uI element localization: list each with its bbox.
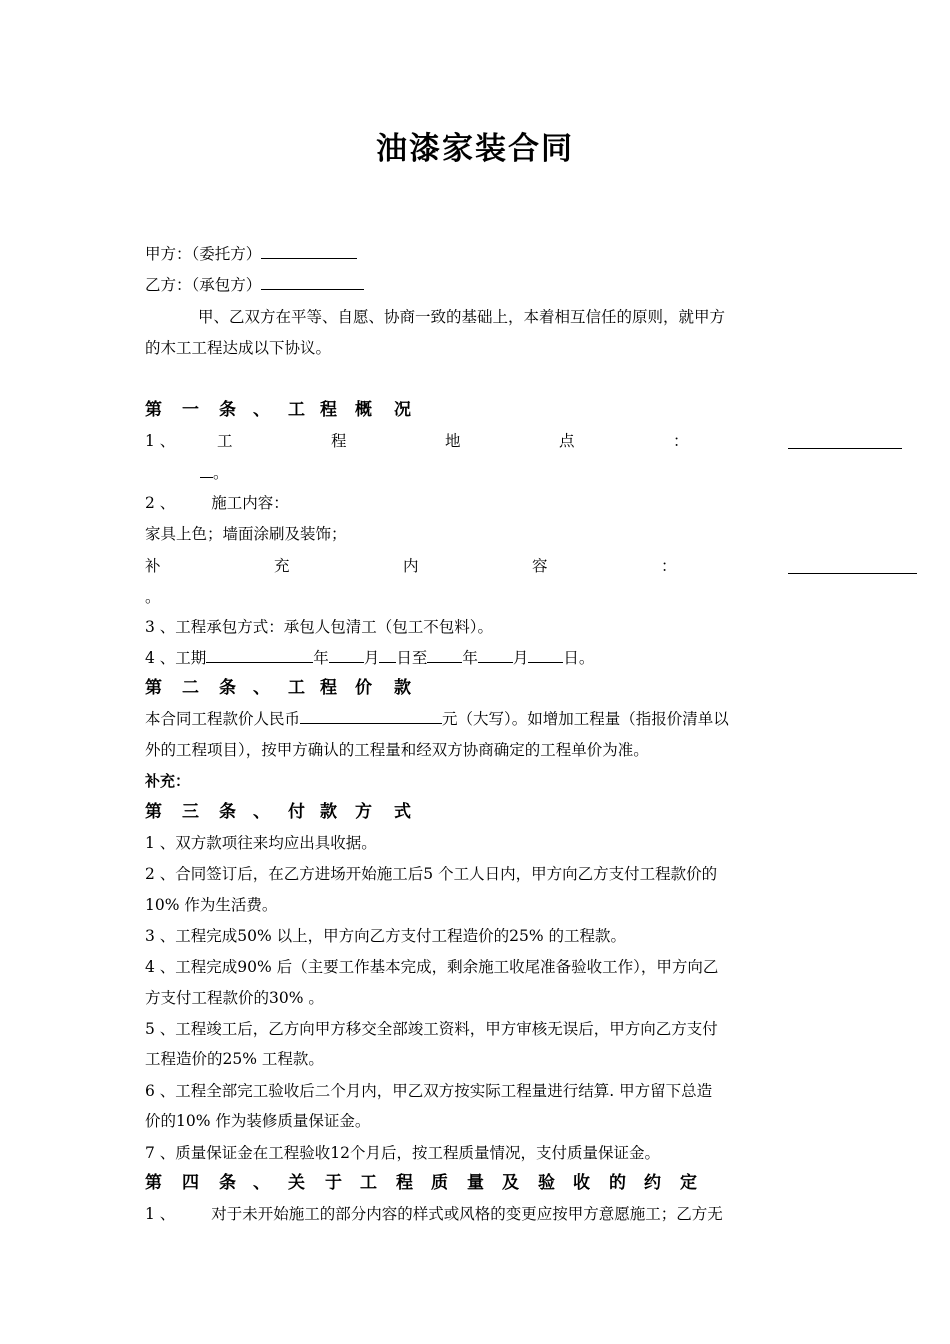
- payment-item-4b: 方支付工程款价的30% 。: [145, 989, 324, 1007]
- payment-item-3: 3 、工程完成50% 以上，甲方向乙方支付工程造价的25% 的工程款。: [145, 927, 627, 945]
- heading-char: 价: [355, 678, 372, 698]
- payment-item-6a: 6 、工程全部完工验收后二个月内，甲乙双方按实际工程量进行结算. 甲方留下总造: [145, 1082, 713, 1100]
- period-start-year-blank: [206, 647, 313, 663]
- heading-char: 式: [394, 802, 411, 822]
- payment-item-7: 7 、质量保证金在工程验收12个月后，按工程质量情况，支付质量保证金。: [145, 1144, 661, 1162]
- heading-char: 三: [182, 802, 199, 822]
- heading-char: 条: [219, 1173, 236, 1193]
- spread-char: ：: [661, 557, 677, 575]
- heading-char: 程: [396, 1173, 413, 1193]
- heading-char: 款: [320, 802, 337, 822]
- location-blank-continued: 。: [200, 462, 229, 484]
- payment-item-5b: 工程造价的25% 工程款。: [145, 1050, 324, 1068]
- payment-item-4a: 4 、工程完成90% 后（主要工作基本完成，剩余施工收尾准备验收工作），甲方向乙: [145, 958, 719, 976]
- price-line-2: 外的工程项目），按甲方确认的工程量和经双方协商确定的工程单价为准。: [145, 741, 649, 759]
- heading-char: 第: [145, 678, 162, 698]
- spread-char: 地: [445, 432, 461, 450]
- party-b-line: [145, 274, 364, 296]
- heading-char: 工: [288, 678, 305, 698]
- period-start-month-blank: [329, 647, 364, 663]
- payment-item-6b: 价的10% 作为装修质量保证金。: [145, 1112, 371, 1130]
- intro-line-1: 甲、乙双方在平等、自愿、协商一致的基础上，本着相互信任的原则，就甲方: [198, 308, 726, 326]
- article-1-item-3: 3 、工程承包方式：承包人包清工（包工不包料）。: [145, 618, 494, 636]
- heading-char: 、: [253, 678, 270, 698]
- intro-line-2: 的木工工程达成以下协议。: [145, 339, 332, 357]
- spread-char: 补: [145, 557, 161, 575]
- price-line-1: 本合同工程款价人民币 元（大写）。如增加工程量（指报价清单以: [145, 710, 729, 728]
- spread-char: 容: [532, 557, 548, 575]
- heading-char: 程: [320, 678, 337, 698]
- heading-char: 量: [467, 1173, 484, 1193]
- supplement-label: 补充：: [145, 772, 191, 790]
- quality-item-1: 1 、 对于未开始施工的部分内容的样式或风格的变更应按甲方意愿施工；乙方无: [145, 1205, 723, 1223]
- heading-char: 、: [253, 400, 270, 420]
- heading-char: 程: [320, 400, 337, 420]
- furniture-line: 家具上色；墙面涂刷及装饰；: [145, 525, 347, 543]
- heading-char: 款: [394, 678, 411, 698]
- heading-char: 条: [219, 802, 236, 822]
- period-start-day-blank: [379, 647, 396, 663]
- heading-char: 及: [502, 1173, 519, 1193]
- party-a-line: [145, 243, 357, 265]
- payment-item-1: 1 、双方款项往来均应出具收据。: [145, 834, 377, 852]
- heading-char: 、: [253, 1173, 270, 1193]
- payment-item-2a: 2 、合同签订后，在乙方进场开始施工后5 个工人日内，甲方向乙方支付工程款价的: [145, 865, 718, 883]
- item-number: 1 、: [145, 1205, 176, 1223]
- location-blank-tail: [200, 462, 213, 478]
- heading-char: 工: [360, 1173, 377, 1193]
- spread-char: 工: [217, 432, 233, 450]
- party-b-blank: [261, 274, 364, 290]
- spread-char: 点: [559, 432, 575, 450]
- spread-char: ：: [673, 432, 689, 450]
- payment-item-5a: 5 、工程竣工后，乙方向甲方移交全部竣工资料，甲方审核无误后，甲方向乙方支付: [145, 1020, 718, 1038]
- article-1-item-4: 4 、工期 年 月 日至 年 月 日。: [145, 649, 595, 667]
- heading-char: 验: [538, 1173, 555, 1193]
- heading-char: 约: [644, 1173, 661, 1193]
- location-blank: [788, 433, 902, 449]
- heading-char: 一: [182, 400, 199, 420]
- spread-char: 内: [403, 557, 419, 575]
- document-title: 油漆家装合同: [376, 131, 574, 167]
- heading-char: 关: [288, 1173, 305, 1193]
- heading-char: 定: [680, 1173, 697, 1193]
- payment-item-2b: 10% 作为生活费。: [145, 896, 278, 914]
- heading-char: 质: [431, 1173, 448, 1193]
- heading-char: 方: [355, 802, 372, 822]
- item-number: 2 、: [145, 494, 176, 512]
- supplement-blank: [788, 558, 917, 574]
- period-end-month-blank: [478, 647, 513, 663]
- heading-char: 第: [145, 1173, 162, 1193]
- heading-char: 条: [219, 400, 236, 420]
- heading-char: 收: [573, 1173, 590, 1193]
- heading-char: 工: [288, 400, 305, 420]
- heading-char: 第: [145, 400, 162, 420]
- party-a-blank: [261, 243, 357, 259]
- heading-char: 况: [394, 400, 411, 420]
- spread-char: 充: [274, 557, 290, 575]
- price-blank: [300, 708, 442, 724]
- heading-char: 于: [325, 1173, 342, 1193]
- period-end-year-blank: [427, 647, 462, 663]
- heading-char: 二: [182, 678, 199, 698]
- heading-char: 付: [288, 802, 305, 822]
- heading-char: 、: [253, 802, 270, 822]
- heading-char: 的: [609, 1173, 626, 1193]
- heading-char: 条: [219, 678, 236, 698]
- heading-char: 第: [145, 802, 162, 822]
- party-b-label: 乙方：（承包方）: [145, 276, 262, 294]
- article-1-item-2: 2 、 施工内容：: [145, 494, 289, 512]
- heading-char: 四: [182, 1173, 199, 1193]
- supplement-end: 。: [145, 588, 161, 606]
- spread-char: 程: [331, 432, 347, 450]
- period-end-day-blank: [528, 647, 563, 663]
- heading-char: 概: [355, 400, 372, 420]
- party-a-label: 甲方：（委托方）: [145, 245, 262, 263]
- item-number: 1 、: [145, 432, 176, 450]
